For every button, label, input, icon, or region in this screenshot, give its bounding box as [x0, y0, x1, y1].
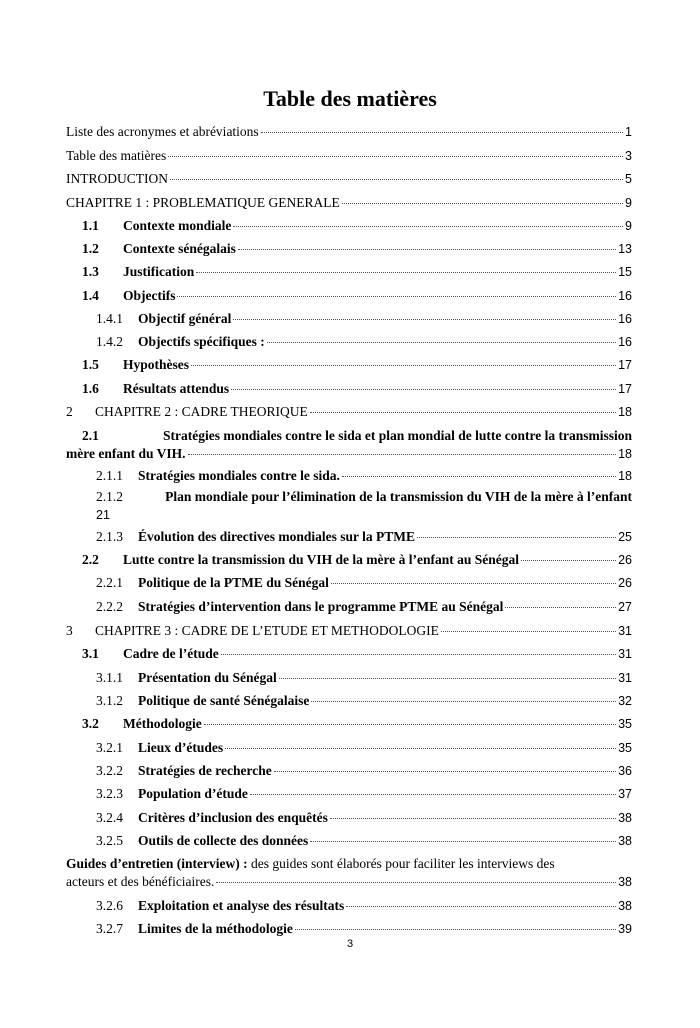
toc-entry-number: 3 [66, 623, 73, 638]
toc-entry[interactable] [96, 598, 632, 616]
toc-entry-title: Contexte sénégalais [123, 241, 236, 256]
toc-entry-title: Méthodologie [123, 716, 202, 731]
toc-entry[interactable] [82, 380, 632, 398]
dot-leader [231, 389, 616, 390]
toc-entry-number: 1.4.2 [96, 334, 123, 349]
toc-entry[interactable] [82, 263, 632, 281]
dot-leader [417, 537, 616, 538]
toc-entry[interactable] [96, 574, 632, 592]
toc-entry-line2 [96, 506, 632, 524]
toc-entry-title-rest: des guides sont élaborés pour faciliter les interviews des [247, 856, 555, 871]
dot-leader [346, 906, 616, 907]
toc-entry-number: 2.2.2 [96, 599, 123, 614]
toc-entry-title: Objectif général [138, 311, 232, 326]
toc-entry[interactable] [66, 403, 632, 421]
toc-entry-title: Limites de la méthodologie [138, 921, 293, 936]
dot-leader [168, 156, 623, 157]
toc-entry-page: 5 [625, 172, 632, 186]
dot-leader [331, 583, 616, 584]
toc-entry-page: 15 [618, 265, 632, 279]
toc-entry-title: Stratégies mondiales contre le sida et plan mondial de lutte contre la transmission [163, 428, 632, 443]
toc-entry-line1 [66, 427, 632, 445]
toc-entry-title: Hypothèses [123, 357, 190, 372]
toc-entry-title: Lieux d’études [138, 740, 224, 755]
toc-entry-line [96, 785, 632, 803]
toc-entry-title: Politique de santé Sénégalaise [138, 693, 310, 708]
toc-entry-line1 [96, 488, 632, 506]
toc-entry-page: 18 [618, 469, 632, 483]
toc-entry-page: 31 [618, 671, 632, 685]
page-number: 3 [346, 938, 354, 950]
toc-entry-title: Contexte mondiale [123, 218, 232, 233]
toc-entry-title: Objectifs spécifiques : [138, 334, 265, 349]
toc-entry[interactable] [66, 147, 632, 165]
toc-entry-title: Cadre de l’étude [123, 646, 219, 661]
toc-entry-page: 32 [618, 694, 632, 708]
toc-entry-title-cont: acteurs et des bénéficiaires. [66, 874, 215, 889]
toc-entry-page: 1 [625, 125, 632, 139]
page-title: Table des matières [263, 86, 437, 111]
toc-entry-number: 2.1.2 [96, 489, 123, 504]
toc-entry-line [66, 123, 632, 141]
toc-entry[interactable] [96, 528, 632, 546]
toc-entry[interactable] [96, 897, 632, 915]
dot-leader [233, 226, 623, 227]
toc-entry-page: 18 [618, 405, 632, 419]
toc-entry-line [96, 528, 632, 546]
toc-entry-line [82, 356, 632, 374]
toc-entry[interactable] [96, 310, 632, 328]
toc-entry-line [82, 715, 632, 733]
toc-entry-title: Stratégies d’intervention dans le programme PTME au Sénégal [138, 599, 504, 614]
dot-leader [342, 203, 623, 204]
toc-entry[interactable] [82, 240, 632, 258]
toc-entry-page: 36 [618, 764, 632, 778]
toc-entry-title: Plan mondiale pour l’élimination de la transmission du VIH de la mère à l’enfant [165, 489, 632, 504]
toc-entry-line [82, 263, 632, 281]
dot-leader [330, 818, 616, 819]
toc-entry-number: 3.2.3 [96, 786, 123, 801]
toc-entry[interactable] [82, 715, 632, 733]
toc-entry-line [82, 380, 632, 398]
toc-entry-title: Politique de la PTME du Sénégal [138, 575, 329, 590]
toc-entry-line [96, 467, 632, 485]
toc-entry-page: 16 [618, 289, 632, 303]
toc-entry-line [96, 920, 632, 938]
toc-entry-title: Justification [123, 264, 195, 279]
toc-entry-number: 1.3 [82, 264, 99, 279]
toc-entry[interactable] [82, 217, 632, 235]
toc-entry-line2 [66, 873, 632, 891]
toc-entry-line [96, 739, 632, 757]
dot-leader [233, 319, 616, 320]
toc-entry-number: 1.1 [82, 218, 99, 233]
toc-entry-number: 3.2.6 [96, 898, 123, 913]
toc-entry-page: 27 [618, 600, 632, 614]
toc-entry-line [96, 333, 632, 351]
toc-entry-page: 3 [625, 149, 632, 163]
toc-entry-line [66, 403, 632, 421]
toc-entry-line [66, 170, 632, 188]
toc-entry-page: 26 [618, 553, 632, 567]
dot-leader [261, 132, 623, 133]
toc-entry-page: 38 [618, 875, 632, 889]
toc-entry-line [96, 310, 632, 328]
toc-entry-line [82, 217, 632, 235]
toc-entry-title: INTRODUCTION [66, 171, 168, 186]
toc-entry-page: 37 [618, 787, 632, 801]
dot-leader [521, 560, 616, 561]
dot-leader [295, 929, 616, 930]
toc-entry-line [96, 897, 632, 915]
toc-entry-line [96, 692, 632, 710]
toc-entry-number: 3.2.2 [96, 763, 123, 778]
toc-entry[interactable] [96, 832, 632, 850]
dot-leader [238, 249, 616, 250]
dot-leader [342, 476, 616, 477]
toc-entry-number: 1.4 [82, 288, 99, 303]
toc-entry-page: 9 [625, 219, 632, 233]
toc-entry-number: 2.1.3 [96, 529, 123, 544]
dot-leader [250, 794, 616, 795]
dot-leader [279, 678, 616, 679]
toc-entry-line [96, 762, 632, 780]
toc-entry[interactable] [96, 809, 632, 827]
toc-entry-page: 18 [618, 447, 632, 461]
dot-leader [267, 342, 616, 343]
toc-entry-page: 38 [618, 834, 632, 848]
toc-entry-number: 3.1.2 [96, 693, 123, 708]
toc-entry-page: 16 [618, 312, 632, 326]
toc-entry[interactable] [96, 467, 632, 485]
toc-entry-title: Présentation du Sénégal [138, 670, 277, 685]
toc-entry[interactable] [66, 194, 632, 212]
toc-entry[interactable] [96, 669, 632, 687]
dot-leader [170, 179, 623, 180]
toc-entry-page: 17 [618, 382, 632, 396]
toc-entry-line [82, 287, 632, 305]
toc-entry-number: 2.2.1 [96, 575, 123, 590]
toc-entry-number: 2.1 [82, 428, 99, 443]
dot-leader [196, 272, 616, 273]
toc-entry[interactable] [66, 170, 632, 188]
dot-leader [216, 882, 616, 883]
toc-entry[interactable] [96, 692, 632, 710]
toc-entry[interactable] [82, 287, 632, 305]
toc-entry-page: 16 [618, 335, 632, 349]
toc-entry[interactable] [96, 488, 632, 524]
toc-entry-line2 [66, 445, 632, 463]
toc-entry-number: 3.1 [82, 646, 99, 661]
toc-entry[interactable] [96, 333, 632, 351]
toc-entry-number: 2 [66, 404, 73, 419]
toc-entry-line [66, 147, 632, 165]
toc-entry-number: 2.2 [82, 552, 99, 567]
dot-leader [310, 841, 616, 842]
toc-entry[interactable] [82, 551, 632, 569]
toc-entry-number: 1.2 [82, 241, 99, 256]
toc-entry-title-bold: Guides d’entretien (interview) : [66, 856, 248, 871]
dot-leader [191, 365, 616, 366]
toc-entry[interactable] [66, 622, 632, 640]
toc-entry-page: 38 [618, 811, 632, 825]
toc-entry-number: 3.2 [82, 716, 99, 731]
toc-entry-title-cont: mère enfant du VIH. [66, 446, 186, 461]
toc-entry-title: Stratégies de recherche [138, 763, 272, 778]
toc-entry-line [82, 551, 632, 569]
toc-entry-page: 9 [625, 196, 632, 210]
toc-entry-title: Population d’étude [138, 786, 248, 801]
toc-entry-title: CHAPITRE 2 : CADRE THEORIQUE [95, 404, 308, 419]
toc-entry-line [96, 598, 632, 616]
toc-entry[interactable] [96, 739, 632, 757]
dot-leader [177, 296, 616, 297]
toc-entry-page: 31 [618, 647, 632, 661]
toc-entry[interactable] [96, 762, 632, 780]
toc-entry-line [82, 240, 632, 258]
toc-entry-title: Résultats attendus [123, 381, 230, 396]
toc-entry-title: Objectifs [123, 288, 176, 303]
toc-entry-title: Critères d’inclusion des enquêtés [138, 810, 328, 825]
toc-entry-number: 1.4.1 [96, 311, 123, 326]
toc-entry-line1 [66, 855, 632, 873]
toc-entry-page: 25 [618, 530, 632, 544]
toc-entry-number: 3.2.5 [96, 833, 123, 848]
toc-entry-page: 35 [618, 717, 632, 731]
dot-leader [311, 701, 616, 702]
toc-entry-page: 31 [618, 624, 632, 638]
toc-entry-line [96, 574, 632, 592]
toc-entry[interactable] [82, 356, 632, 374]
toc-entry-page: 26 [618, 576, 632, 590]
toc-entry-line [82, 645, 632, 663]
toc-entry-page: 38 [618, 899, 632, 913]
dot-leader [204, 724, 616, 725]
toc-entry-number: 3.2.1 [96, 740, 123, 755]
toc-entry-number: 3.2.4 [96, 810, 123, 825]
dot-leader [225, 748, 616, 749]
toc-entry-number: 1.6 [82, 381, 99, 396]
toc-entry-page: 35 [618, 741, 632, 755]
toc-entry-number: 3.1.1 [96, 670, 123, 685]
toc-entry-title: Exploitation et analyse des résultats [138, 898, 345, 913]
toc-entry[interactable] [66, 855, 632, 891]
toc-entry-page: 39 [618, 922, 632, 936]
toc-entry-title: Évolution des directives mondiales sur la PTME [138, 529, 416, 544]
toc-entry-title [66, 855, 555, 873]
toc-entry[interactable] [66, 123, 632, 141]
dot-leader [188, 454, 617, 455]
toc-entry-title: Outils de collecte des données [138, 833, 309, 848]
toc-entry-number: 2.1.1 [96, 468, 123, 483]
toc-entry[interactable] [96, 920, 632, 938]
toc-entry-page: 17 [618, 358, 632, 372]
toc-entry[interactable] [66, 427, 632, 463]
toc-entry-line [96, 832, 632, 850]
dot-leader [441, 631, 616, 632]
toc-entry[interactable] [82, 645, 632, 663]
dot-leader [505, 607, 616, 608]
toc-entry-line [66, 194, 632, 212]
dot-leader [310, 412, 616, 413]
toc-entry-title: Lutte contre la transmission du VIH de la mère à l’enfant au Sénégal [123, 552, 520, 567]
toc-entry-number: 1.5 [82, 357, 99, 372]
toc-entry-title: Liste des acronymes et abréviations [66, 124, 259, 139]
dot-leader [221, 654, 616, 655]
dot-leader [274, 771, 616, 772]
toc-entry-line [96, 809, 632, 827]
toc-entry-title: Stratégies mondiales contre le sida. [138, 468, 340, 483]
toc-entry[interactable] [96, 785, 632, 803]
toc-entry-title: CHAPITRE 1 : PROBLEMATIQUE GENERALE [66, 195, 340, 210]
toc-entry-title: Table des matières [66, 148, 167, 163]
toc-entry-page: 13 [618, 242, 632, 256]
toc-entry-line [66, 622, 632, 640]
toc-entry-title: CHAPITRE 3 : CADRE DE L’ETUDE ET METHODOLOGIE [95, 623, 439, 638]
toc-entry-page: 21 [96, 508, 110, 522]
toc-entry-line [96, 669, 632, 687]
toc-entry-number: 3.2.7 [96, 921, 123, 936]
